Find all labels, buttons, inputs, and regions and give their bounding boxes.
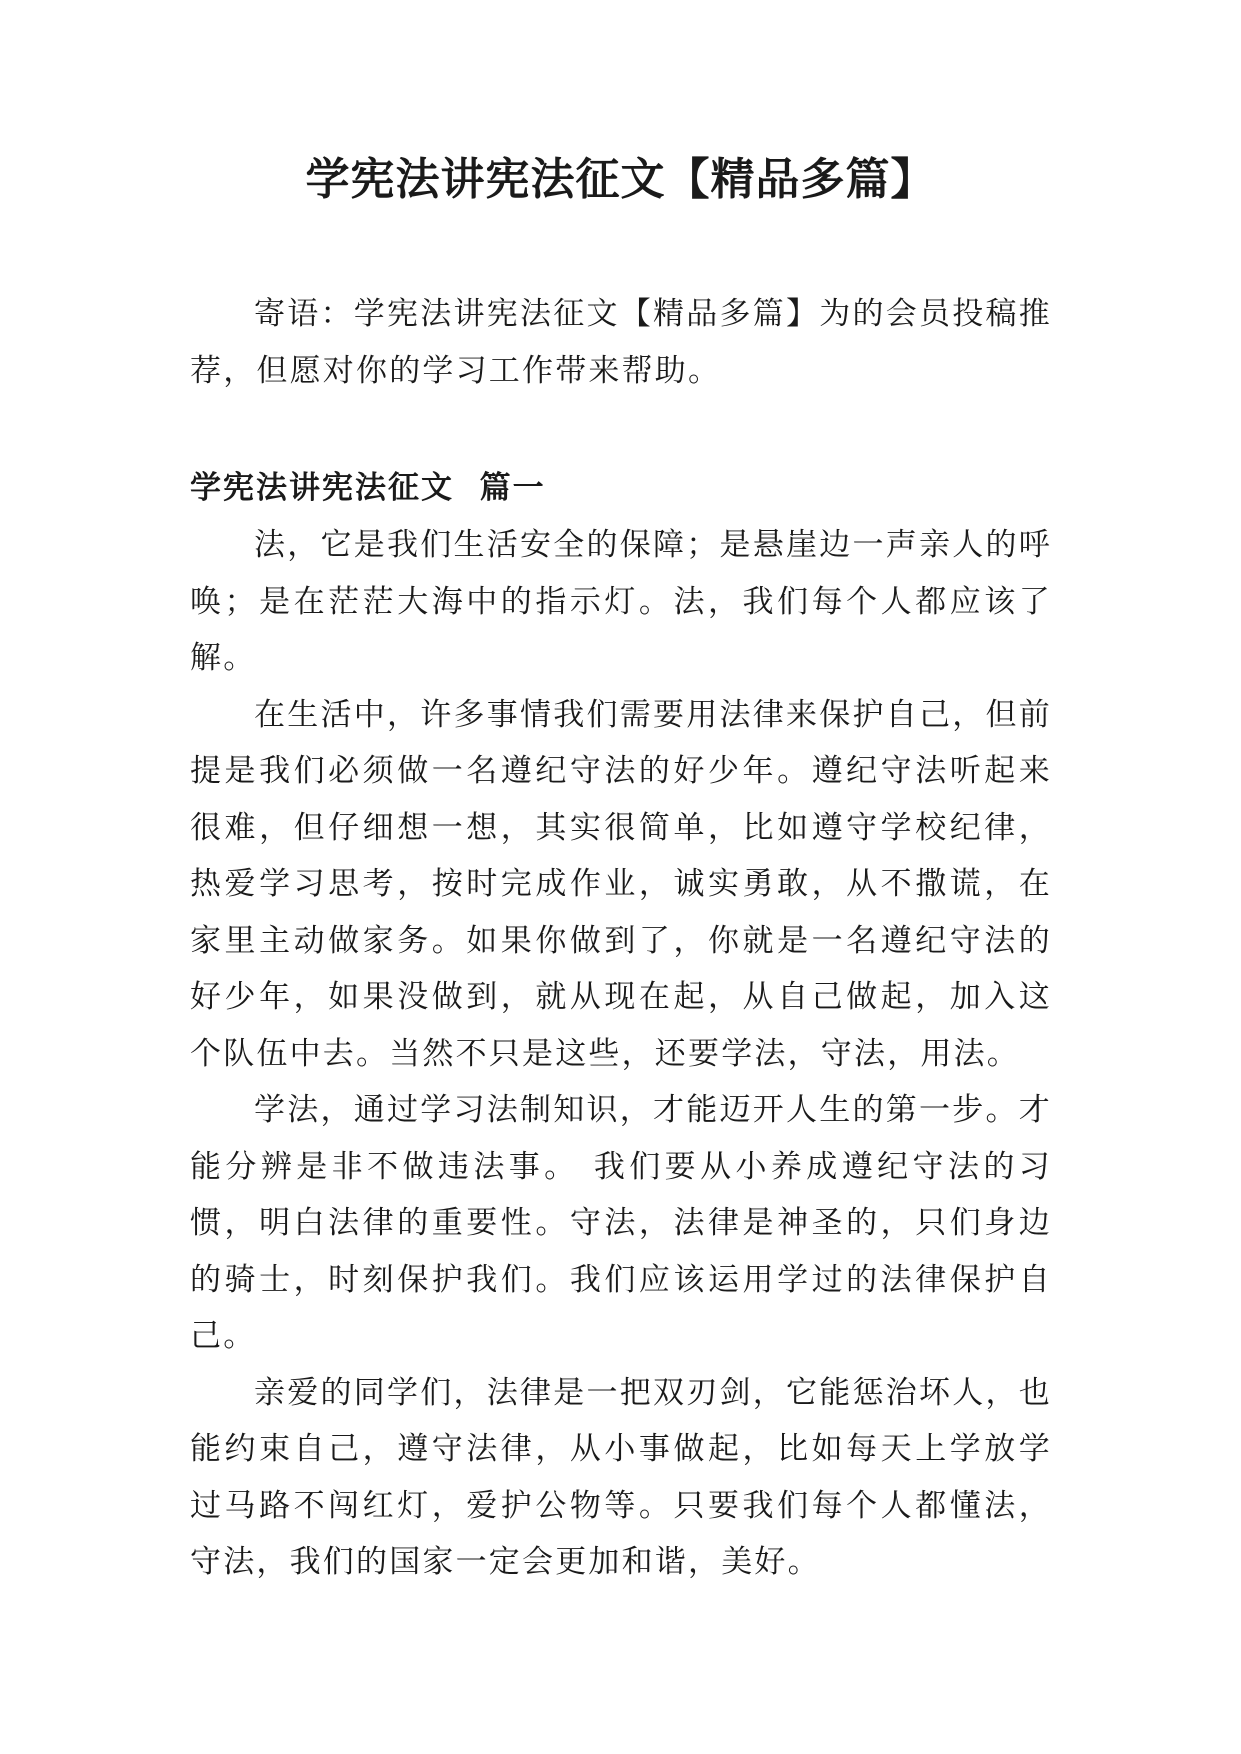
body-paragraph: 法，它是我们生活安全的保障；是悬崖边一声亲人的呼唤；是在茫茫大海中的指示灯。法，我们每个人都应该了解。 xyxy=(190,527,1052,676)
section-heading: 学宪法讲宪法征文 篇一 xyxy=(190,470,546,506)
intro-paragraph: 寄语：学宪法讲宪法征文【精品多篇】为的会员投稿推荐，但愿对你的学习工作带来帮助。 xyxy=(190,296,1052,389)
body-paragraph: 学法，通过学习法制知识，才能迈开人生的第一步。才能分辨是非不做违法事。 我们要从小养成遵纪守法的习惯，明白法律的重要性。守法，法律是神圣的，只们身边的骑士，时刻保护我们。我们应该运用学过的法律保护自己。 xyxy=(190,1092,1052,1354)
document-title: 学宪法讲宪法征文【精品多篇】 xyxy=(305,154,936,205)
body-paragraph: 在生活中，许多事情我们需要用法律来保护自己，但前提是我们必须做一名遵纪守法的好少年。遵纪守法听起来很难，但仔细想一想，其实很简单，比如遵守学校纪律，热爱学习思考，按时完成作业，诚实勇敢，从不撒谎，在家里主动做家务。如果你做到了，你就是一名遵纪守法的好少年，如果没做到，就从现在起，从自己做起，加入这个队伍中去。当然不只是这些，还要学法，守法，用法。 xyxy=(190,696,1052,1072)
body-paragraph: 亲爱的同学们，法律是一把双刃剑，它能惩治坏人，也能约束自己，遵守法律，从小事做起，比如每天上学放学过马路不闯红灯，爱护公物等。只要我们每个人都懂法，守法，我们的国家一定会更加和谐，美好。 xyxy=(190,1374,1052,1580)
article-body xyxy=(190,517,1052,1591)
